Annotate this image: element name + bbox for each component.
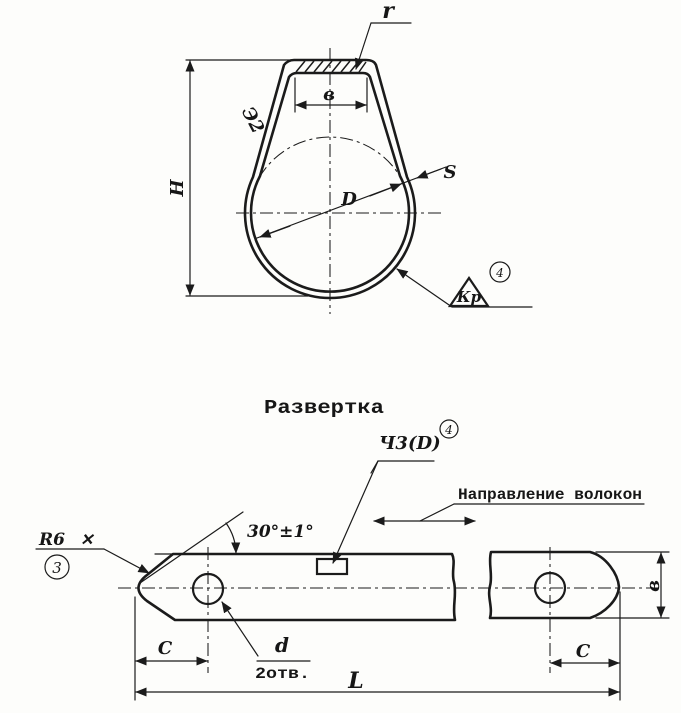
tip-radius-label: R6 bbox=[39, 530, 65, 550]
holes-count-note: 2отв. bbox=[255, 665, 310, 683]
strip-right-piece bbox=[489, 552, 619, 618]
strip-left-piece bbox=[139, 554, 456, 620]
corner-radius-label: r bbox=[382, 0, 394, 24]
top-view bbox=[167, 0, 532, 314]
stamp-rectangle bbox=[317, 559, 347, 574]
left-offset-label: C bbox=[157, 638, 173, 659]
top-width-label: в bbox=[323, 84, 335, 105]
corner-radius-callout bbox=[356, 0, 411, 69]
tip-radius-x-mark: ✕ bbox=[80, 530, 94, 549]
hole-diameter-label: d bbox=[275, 633, 289, 657]
thickness-label: S bbox=[443, 162, 457, 183]
chamfer-angle-label: 30°±1° bbox=[247, 522, 314, 542]
length-dimension bbox=[136, 592, 620, 700]
height-label: H bbox=[167, 179, 188, 197]
weld-symbol bbox=[397, 262, 532, 307]
development-title: Развертка bbox=[264, 397, 384, 419]
top-width-dimension bbox=[295, 78, 367, 112]
stamp-note-ref: 4 bbox=[445, 423, 453, 437]
weld-note-ref: 4 bbox=[496, 266, 504, 280]
stamp-callout bbox=[333, 420, 458, 563]
tip-radius-note-ref: 3 bbox=[52, 559, 62, 577]
overlap-squiggle-mark: Э2 bbox=[236, 103, 269, 138]
right-offset-dimension bbox=[551, 641, 619, 663]
length-label: L bbox=[348, 668, 364, 694]
chamfer-angle-dimension bbox=[140, 512, 314, 583]
hole-diameter-callout bbox=[222, 602, 310, 683]
strip-width-label: в bbox=[643, 580, 664, 592]
development-view bbox=[36, 397, 669, 700]
rope-diameter-label: D bbox=[341, 189, 357, 210]
height-dimension bbox=[167, 60, 308, 296]
grain-direction-label: Направление волокон bbox=[458, 486, 642, 504]
diameter-thickness-dimension bbox=[257, 162, 457, 238]
overlap-hatching bbox=[296, 61, 366, 72]
stamp-callout-text: Ч3(D) bbox=[379, 433, 441, 454]
grain-direction bbox=[374, 486, 644, 521]
tip-radius-callout bbox=[36, 530, 149, 579]
weld-symbol-text: Кр bbox=[456, 288, 482, 306]
left-offset-dimension bbox=[135, 597, 207, 700]
right-offset-label: C bbox=[575, 641, 591, 662]
